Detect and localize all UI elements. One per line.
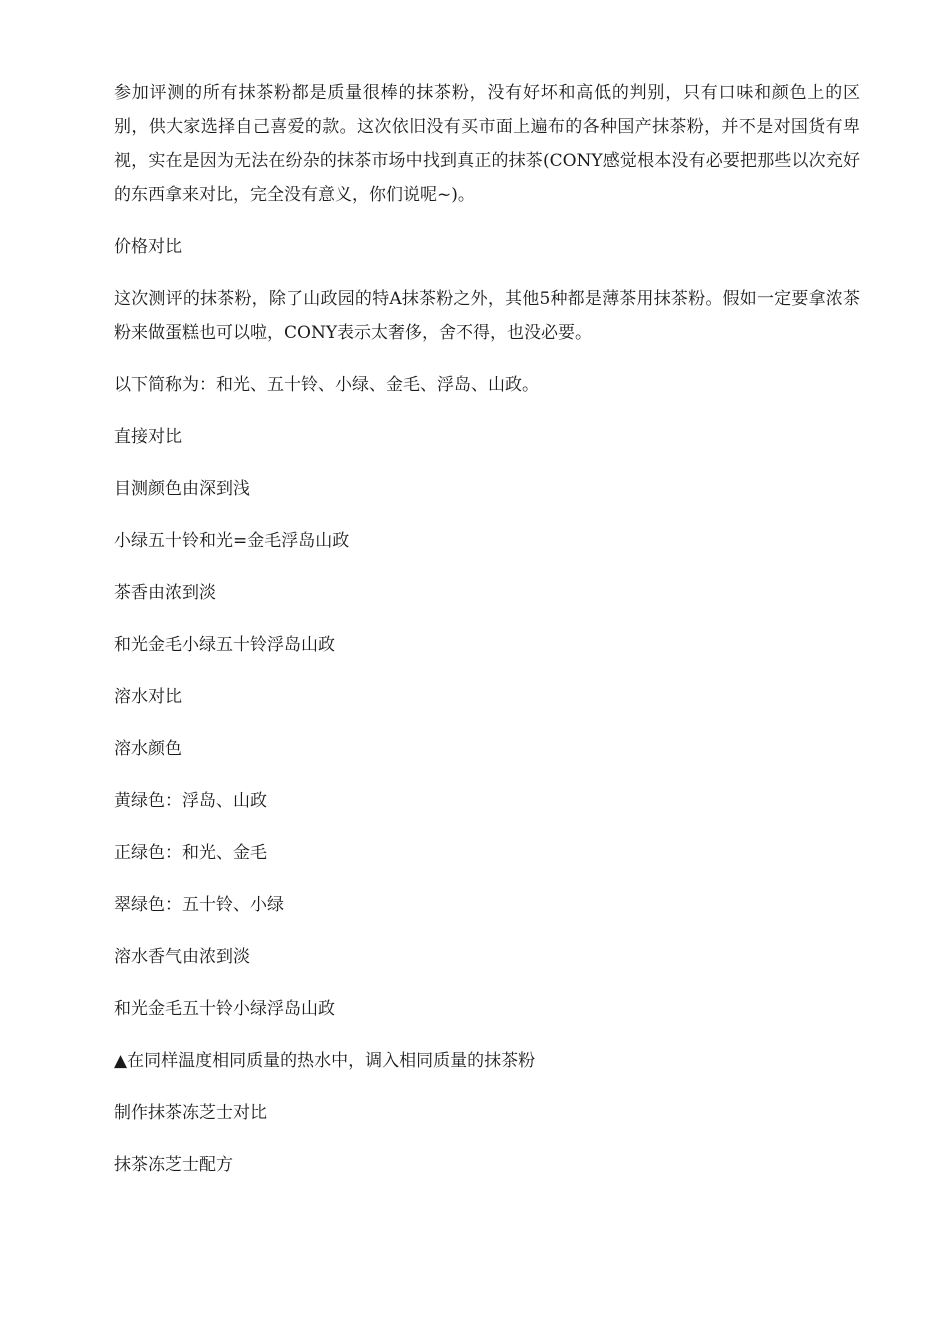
heading-cheesecake-comparison: 制作抹茶冻芝士对比 xyxy=(114,1103,267,1123)
heading-direct-comparison: 直接对比 xyxy=(114,427,182,447)
heading-price-comparison: 价格对比 xyxy=(114,237,182,257)
intro-paragraph: 参加评测的所有抹茶粉都是质量很棒的抹茶粉，没有好坏和高低的判别，只有口味和颜色上的区别，供大家选择自己喜爱的款。这次依旧没有买市面上遍布的各种国产抹茶粉，并不是对国货有卑视，实在是因为无法在纷杂的抹茶市场中找到真正的抹茶(CONY感觉根本没有必要把那些以次充好的东西拿来对比，完全没有意义，你们说呢~)。 xyxy=(114,83,860,205)
aroma-order-label: 茶香由浓到淡 xyxy=(114,583,216,603)
cheesecake-recipe-label: 抹茶冻芝士配方 xyxy=(114,1155,233,1175)
aroma-order-value: 和光金毛小绿五十铃浮岛山政 xyxy=(114,635,335,655)
dissolve-aroma-label: 溶水香气由浓到淡 xyxy=(114,947,250,967)
color-order-label: 目测颜色由深到浅 xyxy=(114,479,250,499)
dissolve-color-pure-green: 正绿色：和光、金毛 xyxy=(114,843,267,863)
heading-dissolve-comparison: 溶水对比 xyxy=(114,687,182,707)
document-body xyxy=(114,76,860,1182)
color-order-value: 小绿五十铃和光=金毛浮岛山政 xyxy=(114,531,350,551)
dissolve-color-yellow-green: 黄绿色：浮岛、山政 xyxy=(114,791,267,811)
dissolve-color-label: 溶水颜色 xyxy=(114,739,182,759)
price-paragraph: 这次测评的抹茶粉，除了山政园的特A抹茶粉之外，其他5种都是薄茶用抹茶粉。假如一定要拿浓茶粉来做蛋糕也可以啦，CONY表示太奢侈，舍不得，也没必要。 xyxy=(114,289,860,343)
dissolve-method-note: ▲在同样温度相同质量的热水中，调入相同质量的抹茶粉 xyxy=(114,1051,536,1071)
dissolve-color-emerald-green: 翠绿色：五十铃、小绿 xyxy=(114,895,284,915)
abbreviation-line: 以下简称为：和光、五十铃、小绿、金毛、浮岛、山政。 xyxy=(114,375,539,395)
dissolve-aroma-value: 和光金毛五十铃小绿浮岛山政 xyxy=(114,999,335,1019)
